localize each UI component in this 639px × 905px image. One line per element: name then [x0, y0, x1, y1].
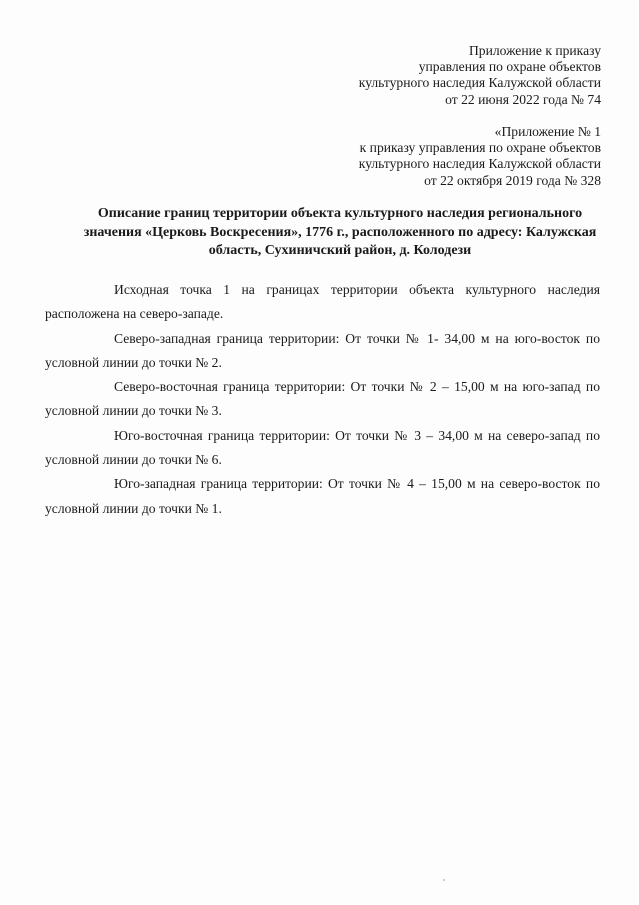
appendix-2019-header — [359, 124, 601, 189]
paragraph-line: Северо-восточная граница территории: От точки № 2 – 15,00 м на юго-запад по — [114, 379, 600, 395]
document-title — [60, 205, 620, 261]
document-title-line-2: значения «Церковь Воскресения», 1776 г., расположенного по адресу: Калужская — [83, 224, 597, 240]
appendix-2022-header — [359, 43, 601, 108]
paragraph-northwest-border — [45, 327, 600, 376]
paragraph-northeast-border — [45, 375, 600, 424]
document-title-line-3: область, Сухиничский район, д. Колодези — [208, 243, 472, 258]
appendix-2022-line-4: от 22 июня 2022 года № 74 — [445, 91, 601, 107]
document-title-line-1: Описание границ территории объекта культурного наследия регионального — [97, 206, 583, 221]
scan-speck — [443, 879, 445, 881]
paragraph-line: условной линии до точки № 2. — [45, 354, 222, 370]
paragraph-line: условной линии до точки № 6. — [45, 452, 222, 468]
paragraph-line: Исходная точка 1 на границах территории объекта культурного наследия — [114, 282, 600, 297]
paragraph-starting-point — [45, 278, 600, 327]
appendix-2022-line-1: Приложение к приказу — [468, 43, 601, 58]
appendix-2019-line-2: к приказу управления по охране объектов — [359, 140, 601, 156]
appendix-2019-line-1: «Приложение № 1 — [494, 124, 601, 139]
document-body — [45, 278, 600, 521]
appendix-2022-line-2: управления по охране объектов — [418, 59, 601, 75]
paragraph-line: расположена на северо-западе. — [45, 306, 224, 322]
paragraph-line: Юго-восточная граница территории: От точки № 3 – 34,00 м на северо-запад по — [114, 427, 600, 443]
appendix-2022-line-3: культурного наследия Калужской области — [358, 75, 601, 91]
paragraph-line: Юго-западная граница территории: От точки № 4 – 15,00 м на северо-восток по — [114, 476, 600, 492]
paragraph-southwest-border — [45, 472, 600, 521]
paragraph-line: Северо-западная граница территории: От точки № 1- 34,00 м на юго-восток по — [114, 330, 600, 346]
appendix-2019-line-3: культурного наследия Калужской области — [358, 156, 601, 172]
appendix-2019-line-4: от 22 октября 2019 года № 328 — [424, 172, 601, 188]
paragraph-line: условной линии до точки № 1. — [45, 500, 222, 516]
paragraph-southeast-border — [45, 424, 600, 473]
paragraph-line: условной линии до точки № 3. — [45, 403, 222, 419]
